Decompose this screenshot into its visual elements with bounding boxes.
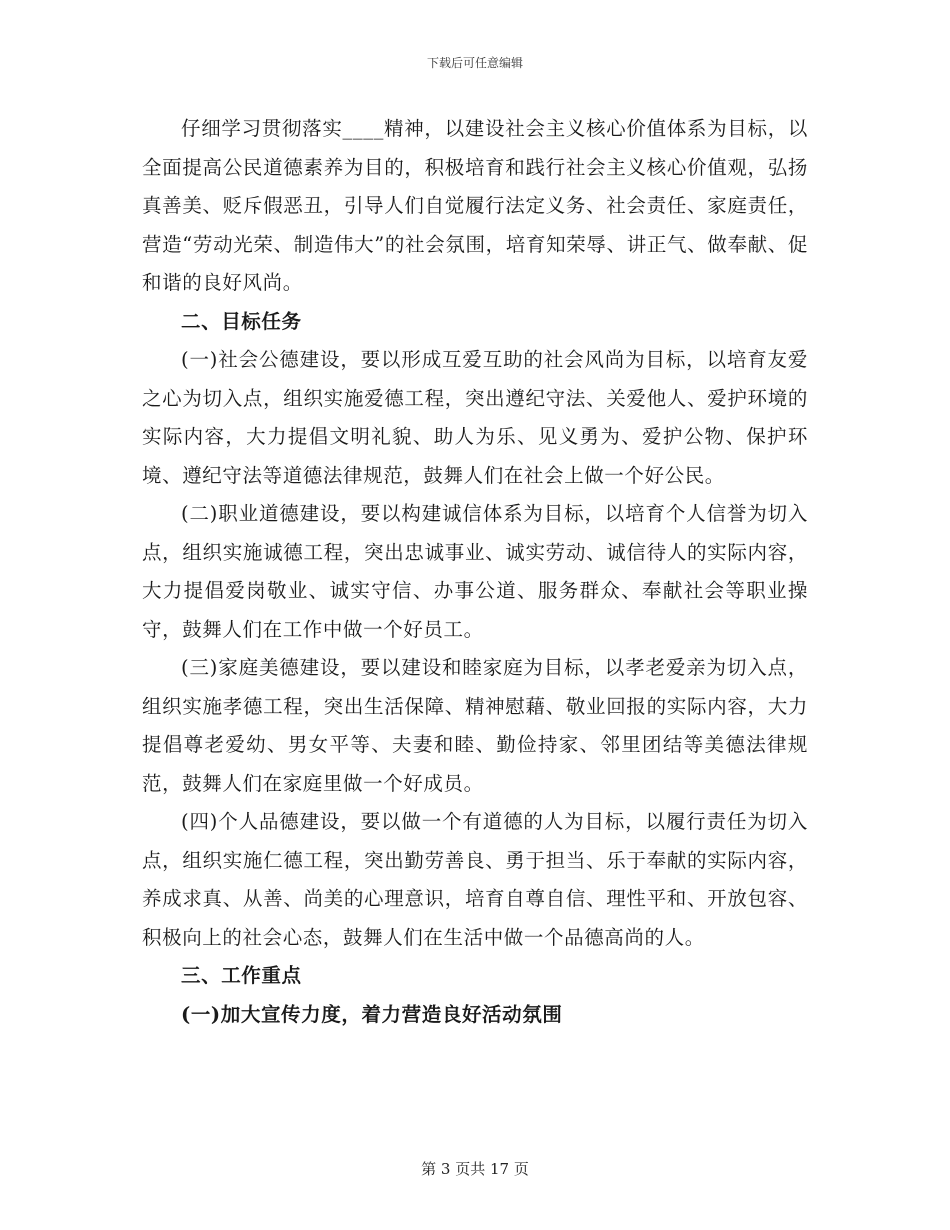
paragraph-professional-ethics: (二)职业道德建设，要以构建诚信体系为目标，以培育个人信誉为切入点，组织实施诚德工程，突出忠诚事业、诚实劳动、诚信待人的实际内容，大力提倡爱岗敬业、诚实守信、办事公道、服务群众、奉献社会等职业操守，鼓舞人们在工作中做一个好员工。 [142, 502, 808, 641]
paragraph-personal-virtue: (四)个人品德建设，要以做一个有道德的人为目标，以履行责任为切入点，组织实施仁德工程，突出勤劳善良、勇于担当、乐于奉献的实际内容，养成求真、从善、尚美的心理意识，培育自尊自信、理性平和、开放包容、积极向上的社会心态，鼓舞人们在生活中做一个品德高尚的人。 [142, 810, 808, 949]
paragraph-social-ethics: (一)社会公德建设，要以形成互爱互助的社会风尚为目标，以培育友爱之心为切入点，组织实施爱德工程，突出遵纪守法、关爱他人、爱护环境的实际内容，大力提倡文明礼貌、助人为乐、见义勇为、爱护公物、保护环境、遵纪守法等道德法律规范，鼓舞人们在社会上做一个好公民。 [142, 348, 808, 487]
document-body [142, 110, 808, 1034]
subsection-heading-publicity: (一)加大宣传力度，着力营造良好活动氛围 [181, 1002, 563, 1026]
section-heading-focus: 三、工作重点 [181, 964, 302, 987]
section-heading-goals: 二、目标任务 [181, 309, 302, 333]
page-number-footer: 第 3 页共 17 页 [421, 1160, 529, 1178]
page-header: 下载后可任意编辑 [426, 56, 523, 70]
paragraph-family-virtue: (三)家庭美德建设，要以建设和睦家庭为目标，以孝老爱亲为切入点，组织实施孝德工程，突出生活保障、精神慰藉、敬业回报的实际内容，大力提倡尊老爱幼、男女平等、夫妻和睦、勤俭持家、邻里团结等美德法律规范，鼓舞人们在家庭里做一个好成员。 [142, 656, 808, 795]
intro-paragraph: 仔细学习贯彻落实____精神，以建设社会主义核心价值体系为目标，以全面提高公民道德素养为目的，积极培育和践行社会主义核心价值观，弘扬真善美、贬斥假恶丑，引导人们自觉履行法定义务、社会责任、家庭责任，营造“劳动光荣、制造伟大”的社会氛围，培育知荣辱、讲正气、做奉献、促和谐的良好风尚。 [142, 117, 808, 294]
